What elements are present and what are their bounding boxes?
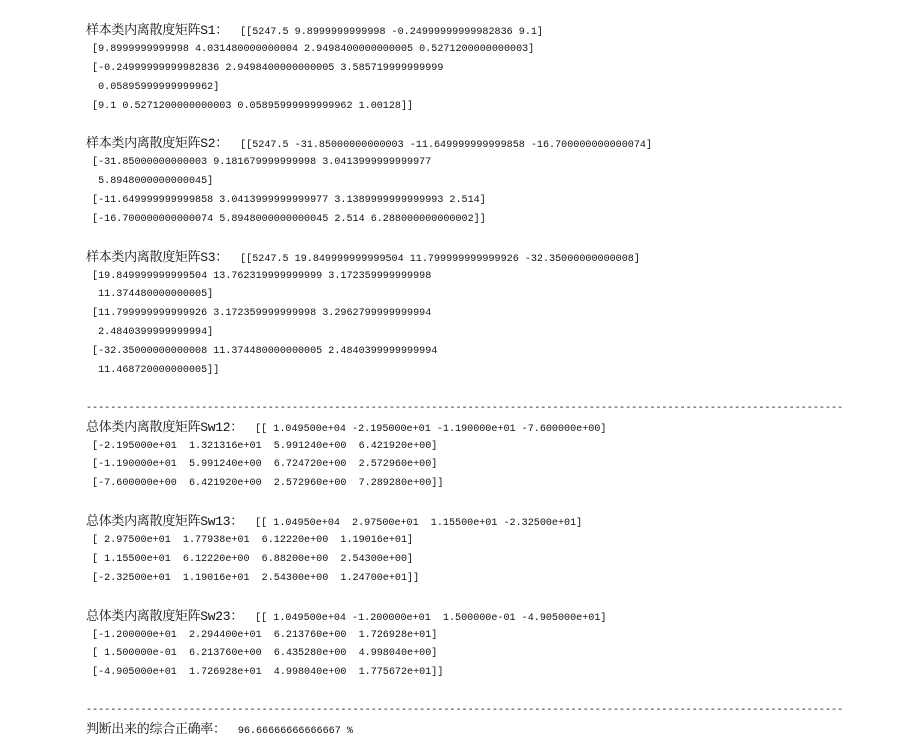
blank-line: [86, 589, 843, 608]
matrix-row: [-16.700000000000074 5.8948000000000045 2.514 6.288000000000002]]: [86, 213, 486, 225]
matrix-row: [[5247.5 19.849999999999504 11.799999999999926 -32.35000000000008]: [228, 253, 640, 265]
matrix-row: [-1.200000e+01 2.294400e+01 6.213760e+00 1.726928e+01]: [86, 629, 438, 641]
matrix-row: 2.4840399999999994]: [86, 327, 214, 339]
matrix-header-line: [86, 135, 843, 154]
matrix-row: [11.799999999999926 3.172359999999998 3.2962799999999994: [86, 308, 432, 320]
matrix-header-line: [86, 608, 843, 627]
matrix-row-line: [86, 627, 843, 646]
matrix-row: [-11.649999999999858 3.0413999999999977 3.1389999999999993 2.514]: [86, 195, 486, 207]
matrix-row-line: [86, 475, 843, 494]
result-label: 判断出来的综合正确率：: [86, 721, 226, 737]
blank-line: [86, 494, 843, 513]
matrix-row-line: [86, 286, 843, 305]
matrix-row: [-1.190000e+01 5.991240e+00 6.724720e+00 2.572960e+00]: [86, 459, 438, 471]
blank-line: [86, 381, 843, 400]
matrix-row: [[ 1.049500e+04 -2.195000e+01 -1.190000e+01 -7.600000e+00]: [243, 423, 607, 435]
matrix-row-line: [86, 570, 843, 589]
matrix-label: 总体类内离散度矩阵Sw23：: [86, 608, 244, 624]
matrix-row: 5.8948000000000045]: [86, 176, 214, 188]
matrix-row: [-31.85000000000003 9.181679999999998 3.0413999999999977: [86, 157, 432, 169]
blank-line: [86, 230, 843, 249]
matrix-row-line: [86, 362, 843, 381]
matrix-row: [-0.24999999999982836 2.9498400000000005 3.585719999999999: [86, 62, 444, 74]
matrix-row: [9.1 0.5271200000000003 0.05895999999999962 1.00128]]: [86, 100, 414, 112]
matrix-row-line: [86, 343, 843, 362]
matrix-header-line: [86, 22, 843, 41]
separator-line: [86, 400, 843, 419]
matrix-row: [-32.35000000000008 11.374480000000005 2.4840399999999994: [86, 346, 438, 358]
matrix-row-line: [86, 324, 843, 343]
matrix-row-line: [86, 456, 843, 475]
matrix-row: [[ 1.04950e+04 2.97500e+01 1.15500e+01 -2.32500e+01]: [243, 518, 583, 530]
matrix-row: [-4.905000e+01 1.726928e+01 4.998040e+00 1.775672e+01]]: [86, 667, 444, 679]
matrix-row: [[5247.5 9.8999999999998 -0.24999999999982836 9.1]: [228, 27, 543, 38]
matrix-row: [ 1.500000e-01 6.213760e+00 6.435280e+00 4.998040e+00]: [86, 648, 438, 660]
matrix-row: [9.8999999999998 4.031480000000004 2.9498400000000005 0.5271200000000003]: [86, 43, 535, 55]
matrix-row-line: [86, 532, 843, 551]
matrix-row-line: [86, 305, 843, 324]
matrix-row: [-2.32500e+01 1.19016e+01 2.54300e+00 1.24700e+01]]: [86, 572, 420, 584]
blank-line: [86, 116, 843, 135]
matrix-label: 样本类内离散度矩阵S3：: [86, 249, 229, 265]
matrix-row-line: [86, 211, 843, 230]
matrix-row: [ 2.97500e+01 1.77938e+01 6.12220e+00 1.19016e+01]: [86, 535, 414, 547]
matrix-row-line: [86, 551, 843, 570]
matrix-label: 样本类内离散度矩阵S1：: [86, 23, 229, 38]
separator: -----------------------------------------------------------------------------------------------------------------------------: [86, 705, 844, 717]
matrix-row-line: [86, 645, 843, 664]
matrix-row-line: [86, 41, 843, 60]
matrix-row: 11.374480000000005]: [86, 289, 214, 301]
result-value: 96.66666666666667 %: [225, 725, 353, 737]
matrix-row: [ 1.15500e+01 6.12220e+00 6.88200e+00 2.54300e+00]: [86, 553, 414, 565]
matrix-row: 11.468720000000005]]: [86, 365, 220, 377]
matrix-header-line: [86, 419, 843, 438]
separator: -----------------------------------------------------------------------------------------------------------------------------: [86, 402, 844, 414]
matrix-row: [-2.195000e+01 1.321316e+01 5.991240e+00 6.421920e+00]: [86, 440, 438, 452]
matrix-header-line: [86, 513, 843, 532]
matrix-label: 样本类内离散度矩阵S2：: [86, 136, 229, 152]
result-line: [86, 721, 843, 740]
matrix-row: [[ 1.049500e+04 -1.200000e+01 1.500000e-01 -4.905000e+01]: [243, 612, 607, 624]
matrix-row: 0.05895999999999962]: [86, 81, 220, 93]
matrix-label: 总体类内离散度矩阵Sw12：: [86, 419, 244, 435]
matrix-header-line: [86, 249, 843, 268]
blank-line: [86, 683, 843, 702]
separator-line: [86, 702, 843, 721]
matrix-label: 总体类内离散度矩阵Sw13：: [86, 514, 244, 530]
matrix-row: [19.849999999999504 13.762319999999999 3.172359999999998: [86, 270, 432, 282]
matrix-row-line: [86, 60, 843, 79]
matrix-row: [-7.600000e+00 6.421920e+00 2.572960e+00 7.289280e+00]]: [86, 478, 444, 490]
matrix-row-line: [86, 98, 843, 117]
matrix-row-line: [86, 268, 843, 287]
matrix-row-line: [86, 173, 843, 192]
matrix-row-line: [86, 79, 843, 98]
matrix-row-line: [86, 154, 843, 173]
console-output: [86, 22, 843, 740]
matrix-row-line: [86, 192, 843, 211]
matrix-row: [[5247.5 -31.85000000000003 -11.649999999999858 -16.700000000000074]: [228, 140, 653, 152]
matrix-row-line: [86, 438, 843, 457]
matrix-row-line: [86, 664, 843, 683]
